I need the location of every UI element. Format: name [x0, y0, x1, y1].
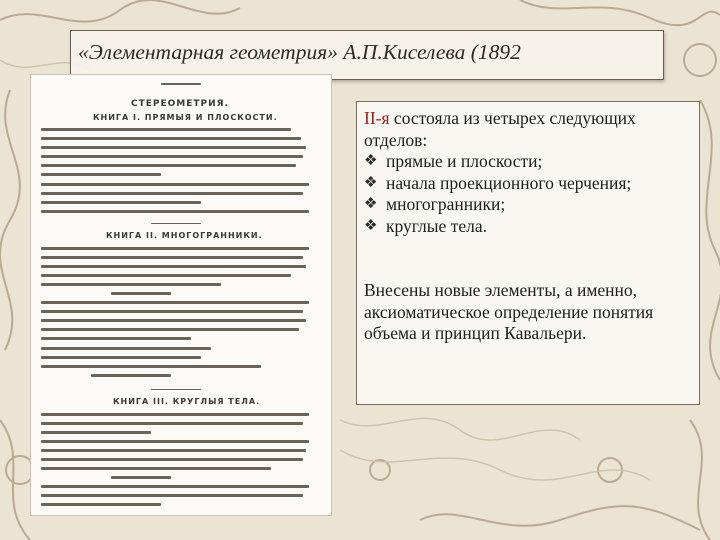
scan-book-2: КНИГА II. МНОГОГРАННИКИ.	[106, 231, 263, 240]
bullet-item	[364, 151, 694, 173]
bullet-text: начала проекционного черчения;	[386, 172, 632, 193]
scan-book-1: КНИГА I. ПРЯМЫЯ И ПЛОСКОСТИ.	[93, 113, 278, 122]
bullet-item	[364, 194, 694, 216]
bullet-text: многогранники;	[386, 194, 506, 214]
intro-line	[364, 108, 694, 151]
diamond-bullet-icon: ❖	[364, 174, 378, 191]
bullet-item	[364, 173, 694, 195]
bullet-text: прямые и плоскости;	[386, 151, 543, 171]
paragraph-text: Внесены новые элементы, а именно, аксиоматическое определение понятия объема и принцип Кавальери.	[364, 280, 654, 343]
intro-text: состояла из четырех следующих отделов:	[364, 108, 636, 150]
diamond-bullet-icon: ❖	[364, 196, 378, 212]
diamond-bullet-icon: ❖	[364, 217, 378, 234]
bullet-item	[364, 216, 694, 238]
intro-accent: II-я	[364, 108, 390, 128]
diamond-bullet-icon: ❖	[364, 153, 378, 169]
slide-content	[364, 108, 694, 345]
scanned-table-of-contents	[30, 74, 332, 516]
bullet-text: круглые тела.	[386, 215, 487, 236]
scan-heading: СТЕРЕОМЕТРИЯ.	[131, 99, 230, 109]
slide-title: «Элементарная геометрия» А.П.Киселева (1892	[78, 40, 521, 64]
scan-book-3: КНИГА III. КРУГЛЫЯ ТЕЛА.	[113, 397, 261, 406]
